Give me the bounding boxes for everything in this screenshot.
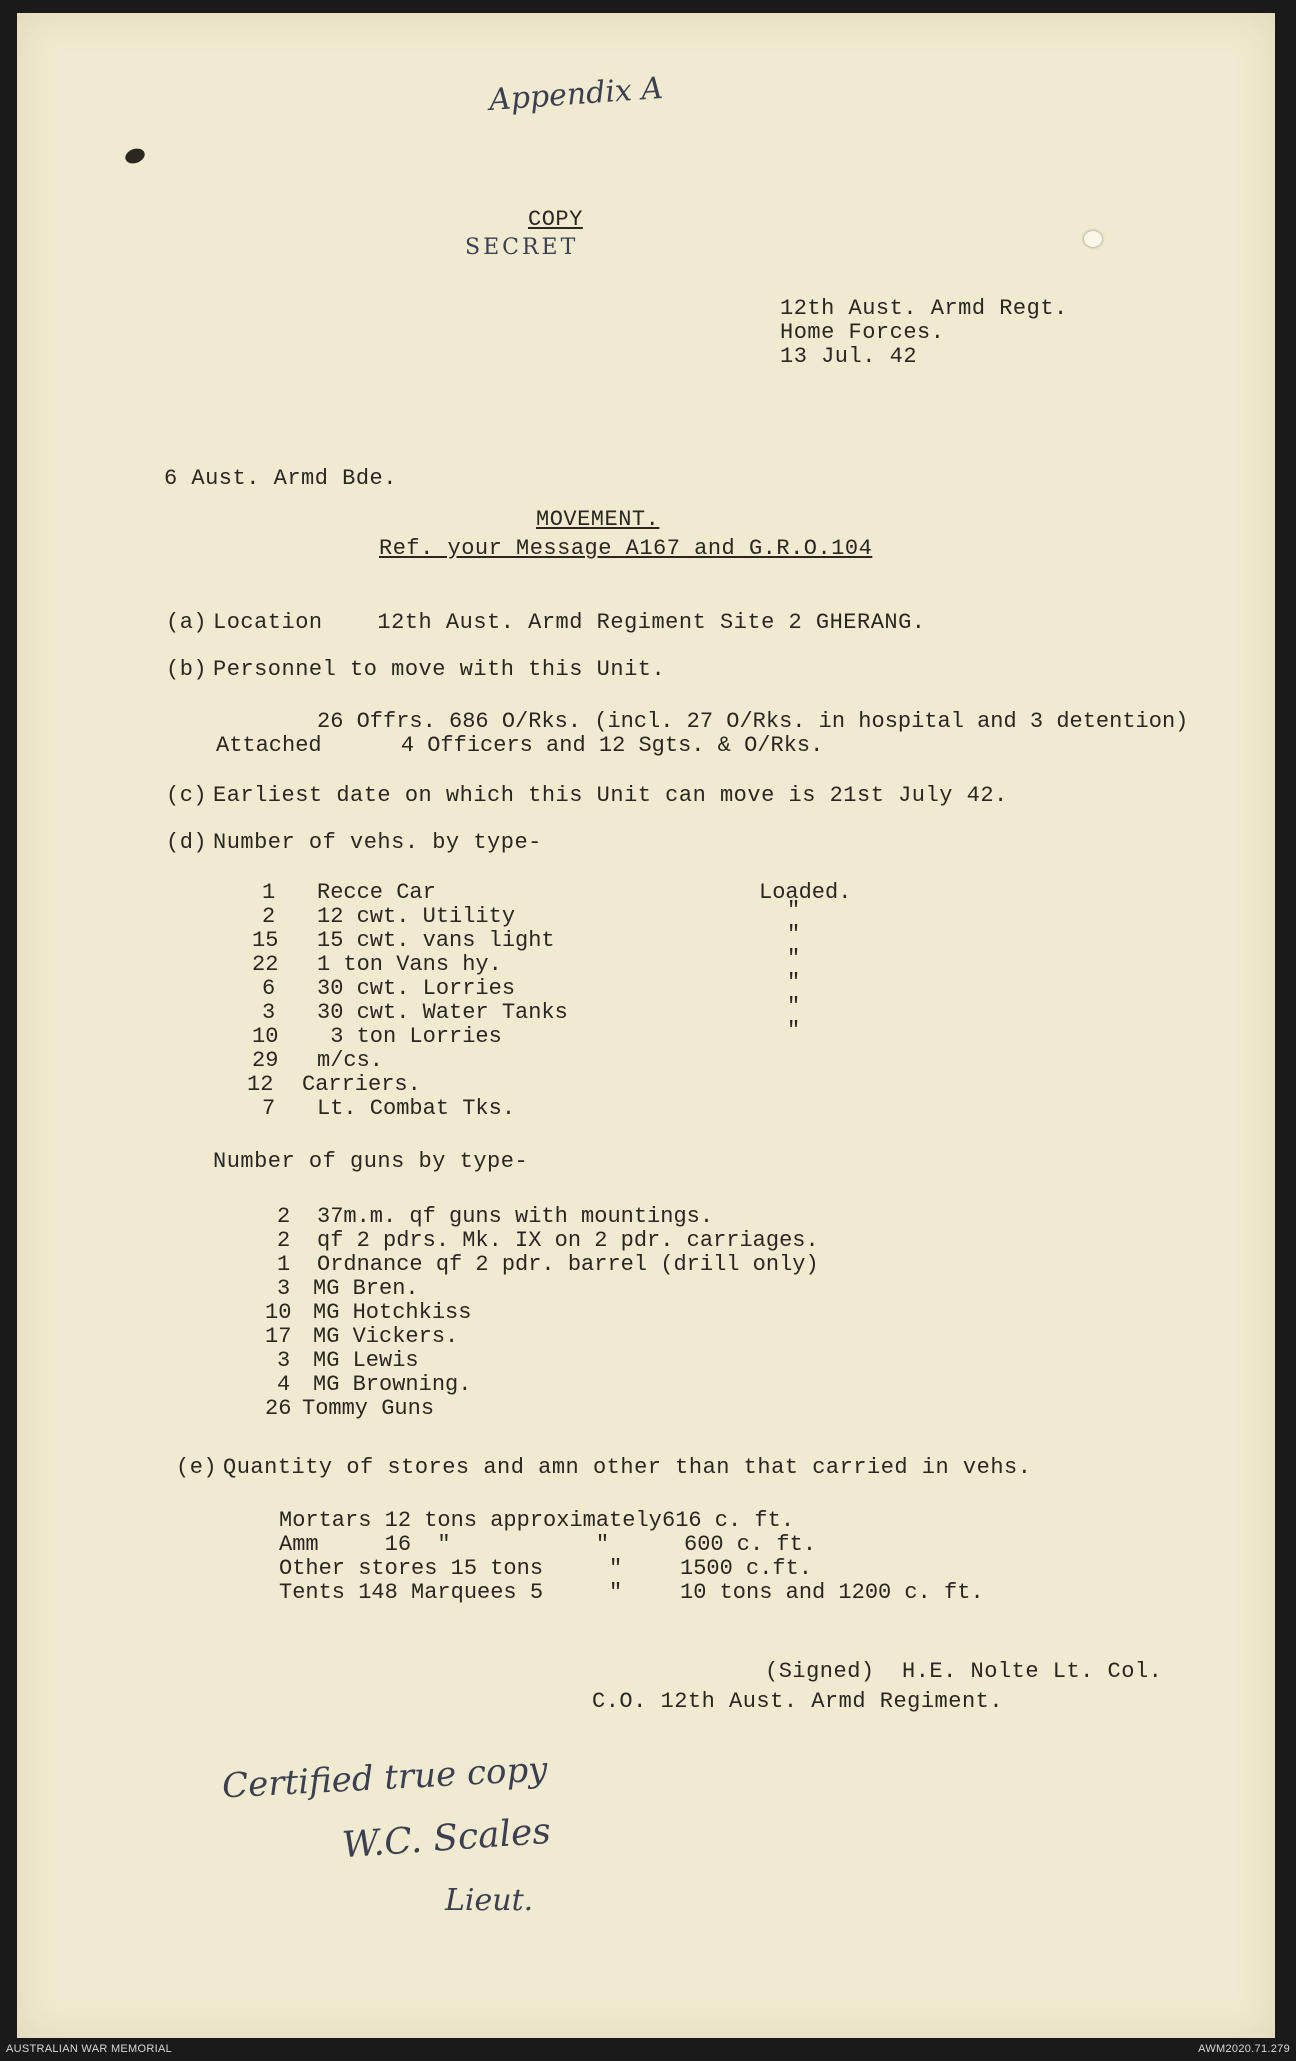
vehicle-desc-5: 30 cwt. Lorries <box>317 976 516 1001</box>
gun-desc-4: MG Bren. <box>313 1276 419 1301</box>
vehicle-qty-9: 12 <box>247 1072 274 1097</box>
signature-line: (Signed) H.E. Nolte Lt. Col. <box>765 1659 1163 1684</box>
stores-item-4: Tents 148 Marquees 5 " <box>279 1580 623 1605</box>
gun-desc-6: MG Vickers. <box>313 1324 459 1349</box>
section-b-marker: (b) <box>166 657 208 682</box>
document-page <box>17 13 1275 2038</box>
section-a-text: Location 12th Aust. Armd Regiment Site 2 GHERANG. <box>213 610 926 635</box>
section-e-marker: (e) <box>176 1455 218 1480</box>
document-title: MOVEMENT. <box>536 507 660 532</box>
vehicle-desc-8: m/cs. <box>317 1048 384 1073</box>
vehicle-note-7: " <box>787 1018 801 1043</box>
gun-qty-1: 2 <box>277 1204 291 1229</box>
vehicle-desc-1: Recce Car <box>317 880 436 905</box>
stores-item-1: Mortars 12 tons approximately <box>279 1508 662 1533</box>
section-d-marker: (d) <box>166 830 208 855</box>
signature-title: C.O. 12th Aust. Armd Regiment. <box>592 1689 1004 1714</box>
vehicle-desc-10: Lt. Combat Tks. <box>317 1096 516 1121</box>
vehicle-qty-10: 7 <box>262 1096 276 1121</box>
gun-qty-6: 17 <box>265 1324 292 1349</box>
certification-signature: W.C. Scales <box>340 1810 553 1867</box>
stores-item-3: Other stores 15 tons " <box>279 1556 623 1581</box>
unit-line-3: 13 Jul. 42 <box>780 344 918 369</box>
vehicle-note-3: " <box>787 922 801 947</box>
section-c-text: Earliest date on which this Unit can move is 21st July 42. <box>213 783 1008 808</box>
gun-desc-1: 37m.m. qf guns with mountings. <box>317 1204 714 1229</box>
vehicle-desc-9: Carriers. <box>302 1072 421 1097</box>
vehicle-qty-4: 22 <box>252 952 279 977</box>
vehicle-qty-2: 2 <box>262 904 276 929</box>
gun-desc-9: Tommy Guns <box>302 1396 435 1421</box>
vehicle-desc-7: 3 ton Lorries <box>317 1024 502 1049</box>
vehicle-note-2: " <box>787 898 801 923</box>
personnel-line: 26 Offrs. 686 O/Rks. (incl. 27 O/Rks. in hospital and 3 detention) <box>317 709 1189 734</box>
copy-heading: COPY <box>528 207 583 232</box>
footer-right: AWM2020.71.279 <box>1198 2043 1290 2055</box>
vehicle-qty-8: 29 <box>252 1048 279 1073</box>
vehicle-qty-1: 1 <box>262 880 276 905</box>
attached-line: Attached 4 Officers and 12 Sgts. & O/Rks. <box>216 733 824 758</box>
footer-left: AUSTRALIAN WAR MEMORIAL <box>6 2043 173 2055</box>
gun-qty-9: 26 <box>265 1396 292 1421</box>
gun-desc-8: MG Browning. <box>313 1372 472 1397</box>
section-c-marker: (c) <box>166 783 208 808</box>
section-d-text: Number of vehs. by type- <box>213 830 542 855</box>
vehicle-note-5: " <box>787 970 801 995</box>
vehicle-note-1: Loaded. <box>759 880 852 905</box>
gun-desc-2: qf 2 pdrs. Mk. IX on 2 pdr. carriages. <box>317 1228 819 1253</box>
vehicle-note-4: " <box>787 946 801 971</box>
vehicle-qty-3: 15 <box>252 928 279 953</box>
vehicle-desc-2: 12 cwt. Utility <box>317 904 516 929</box>
guns-heading: Number of guns by type- <box>213 1149 529 1174</box>
section-e-text: Quantity of stores and amn other than that carried in vehs. <box>223 1455 1032 1480</box>
gun-desc-3: Ordnance qf 2 pdr. barrel (drill only) <box>317 1252 819 1277</box>
vehicle-desc-3: 15 cwt. vans light <box>317 928 555 953</box>
vehicle-qty-6: 3 <box>262 1000 276 1025</box>
stores-vol-4: 10 tons and 1200 c. ft. <box>680 1580 984 1605</box>
stores-item-2: Amm 16 " " <box>279 1532 610 1557</box>
gun-qty-4: 3 <box>277 1276 291 1301</box>
gun-desc-7: MG Lewis <box>313 1348 419 1373</box>
unit-line-1: 12th Aust. Armd Regt. <box>780 296 1068 321</box>
reference-line: Ref. your Message A167 and G.R.O.104 <box>379 536 873 561</box>
gun-qty-3: 1 <box>277 1252 291 1277</box>
unit-line-2: Home Forces. <box>780 320 945 345</box>
punch-hole-right <box>1084 231 1102 247</box>
vehicle-desc-6: 30 cwt. Water Tanks <box>317 1000 568 1025</box>
vehicle-qty-5: 6 <box>262 976 276 1001</box>
addressee: 6 Aust. Armd Bde. <box>164 466 397 491</box>
gun-desc-5: MG Hotchkiss <box>313 1300 472 1325</box>
stores-vol-1: 616 c. ft. <box>662 1508 795 1533</box>
stores-vol-3: 1500 c.ft. <box>680 1556 813 1581</box>
gun-qty-5: 10 <box>265 1300 292 1325</box>
gun-qty-7: 3 <box>277 1348 291 1373</box>
certification-rank: Lieut. <box>445 1883 534 1918</box>
section-b-text: Personnel to move with this Unit. <box>213 657 666 682</box>
gun-qty-8: 4 <box>277 1372 291 1397</box>
section-a-marker: (a) <box>166 610 208 635</box>
vehicle-desc-4: 1 ton Vans hy. <box>317 952 502 977</box>
stores-vol-2: 600 c. ft. <box>684 1532 817 1557</box>
vehicle-qty-7: 10 <box>252 1024 279 1049</box>
certification-line-1: Certified true copy <box>221 1749 549 1807</box>
gun-qty-2: 2 <box>277 1228 291 1253</box>
punch-hole-left <box>123 146 147 166</box>
appendix-note: Appendix A <box>487 70 665 119</box>
secret-stamp: SECRET <box>465 235 579 260</box>
vehicle-note-6: " <box>787 994 801 1019</box>
